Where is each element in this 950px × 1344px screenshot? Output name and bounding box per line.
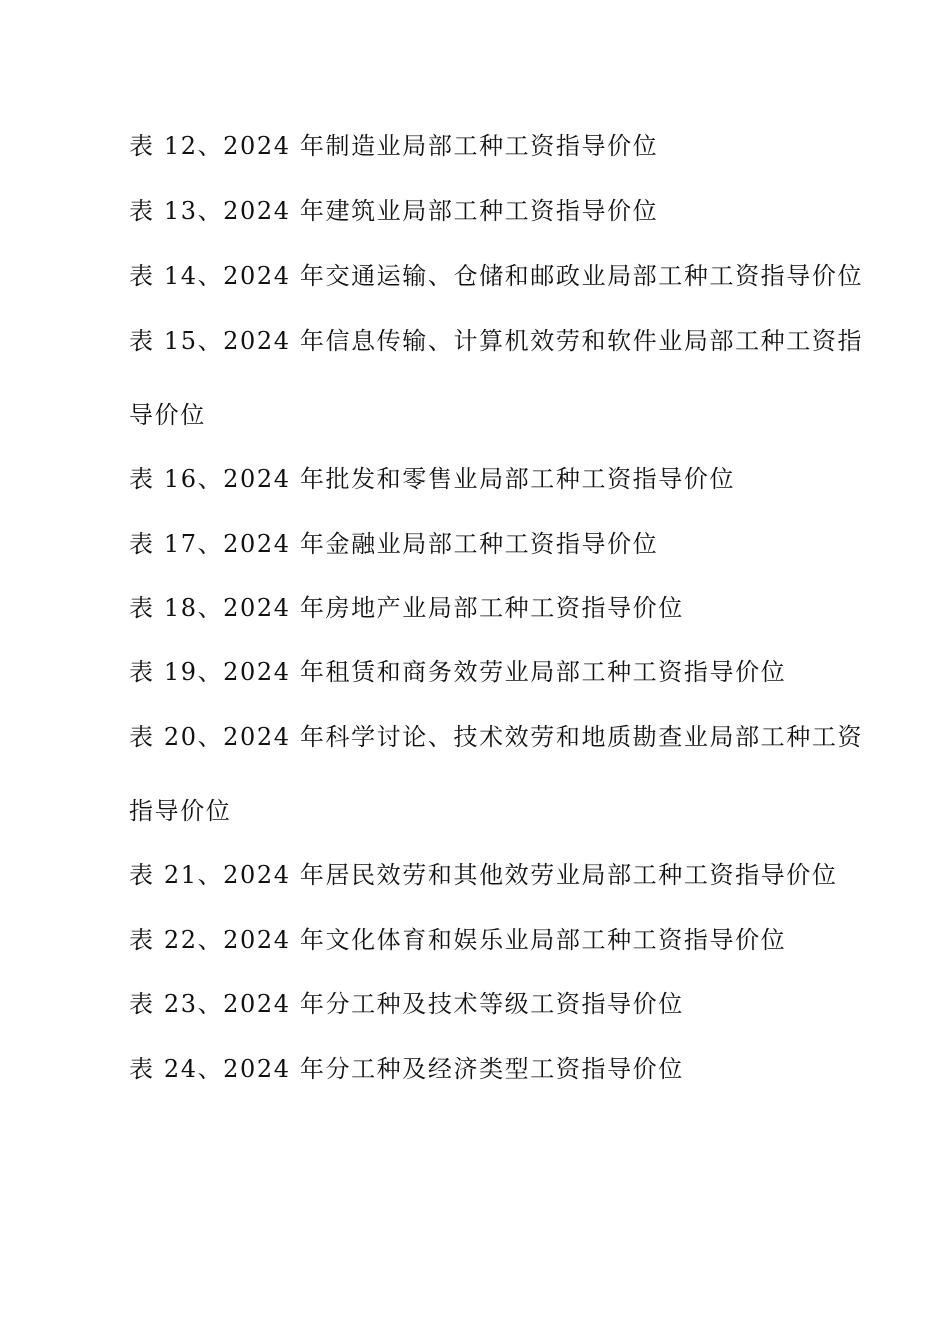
table-list-item: 表 15、2024 年信息传输、计算机效劳和软件业局部工种工资指 bbox=[129, 327, 864, 355]
table-list-item: 表 13、2024 年建筑业局部工种工资指导价位 bbox=[129, 197, 659, 225]
table-list-item: 表 21、2024 年居民效劳和其他效劳业局部工种工资指导价位 bbox=[129, 861, 838, 889]
table-list-item: 表 14、2024 年交通运输、仓储和邮政业局部工种工资指导价位 bbox=[129, 262, 864, 290]
table-list-item-continuation: 导价位 bbox=[129, 401, 206, 429]
table-list-item: 表 22、2024 年文化体育和娱乐业局部工种工资指导价位 bbox=[129, 926, 787, 954]
table-list-item: 表 17、2024 年金融业局部工种工资指导价位 bbox=[129, 530, 659, 558]
table-list-item: 表 23、2024 年分工种及技术等级工资指导价位 bbox=[129, 990, 684, 1018]
table-list-item-continuation: 指导价位 bbox=[129, 797, 232, 825]
table-list-item: 表 20、2024 年科学讨论、技术效劳和地质勘查业局部工种工资 bbox=[129, 723, 864, 751]
table-list-item: 表 19、2024 年租赁和商务效劳业局部工种工资指导价位 bbox=[129, 658, 787, 686]
table-list-item: 表 16、2024 年批发和零售业局部工种工资指导价位 bbox=[129, 465, 736, 493]
table-list-item: 表 24、2024 年分工种及经济类型工资指导价位 bbox=[129, 1055, 684, 1083]
table-list-item: 表 12、2024 年制造业局部工种工资指导价位 bbox=[129, 132, 659, 160]
table-list-item: 表 18、2024 年房地产业局部工种工资指导价位 bbox=[129, 594, 684, 622]
